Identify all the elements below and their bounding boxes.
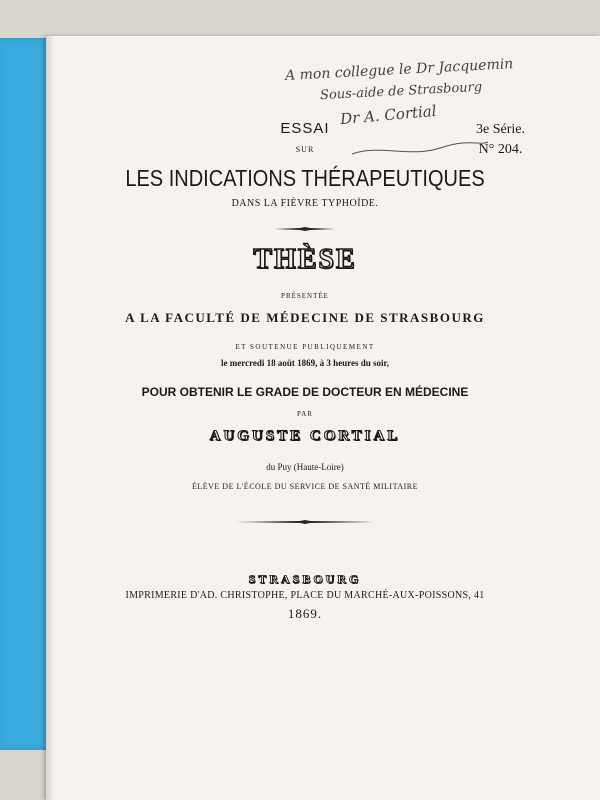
par-word: PAR <box>297 410 313 418</box>
faculty-line: A LA FACULTÉ DE MÉDECINE DE STRASBOURG <box>125 310 485 325</box>
main-title: LES INDICATIONS THÉRAPEUTIQUES <box>125 166 485 192</box>
defense-date: le mercredi 18 août 1869, à 3 heures du soir, <box>221 358 389 368</box>
series-label: 3e Série. <box>476 122 525 137</box>
soutenue-text: ET SOUTENUE PUBLIQUEMENT <box>235 343 375 351</box>
handwritten-signature: Dr A. Cortial <box>339 101 438 129</box>
sub-title: DANS LA FIÈVRE TYPHOÏDE. <box>231 198 379 209</box>
ornament-divider-top <box>275 227 335 231</box>
imprint-year: 1869. <box>287 606 323 621</box>
series-no: N° 204. <box>478 142 523 157</box>
essai-heading: ESSAI <box>280 120 330 137</box>
presentee-text: PRÉSENTÉE <box>281 292 329 300</box>
handwritten-dedication-line2: Sous-aide de Strasbourg <box>319 79 483 104</box>
author-origin: du Puy (Haute-Loire) <box>266 462 344 472</box>
degree-line: POUR OBTENIR LE GRADE DE DOCTEUR EN MÉDECINE <box>141 385 469 399</box>
sur-word: SUR <box>295 145 315 154</box>
these-heading: THÈSE <box>253 244 357 275</box>
imprint-city: STRASBOURG <box>248 572 362 586</box>
author-affiliation: ÉLÈVE DE L'ÉCOLE DU SERVICE DE SANTÉ MILITAIRE <box>191 482 419 491</box>
imprint-printer: IMPRIMERIE D'AD. CHRISTOPHE, PLACE DU MARCHÉ-AUX-POISSONS, 41 <box>125 590 485 601</box>
page-edge-shadow <box>46 36 54 800</box>
handwritten-dedication-line1: A mon collegue le Dr Jacquemin <box>284 56 514 84</box>
series-number <box>476 120 525 160</box>
author-name: AUGUSTE CORTIAL <box>209 428 401 444</box>
ornament-divider-bottom <box>235 520 375 524</box>
